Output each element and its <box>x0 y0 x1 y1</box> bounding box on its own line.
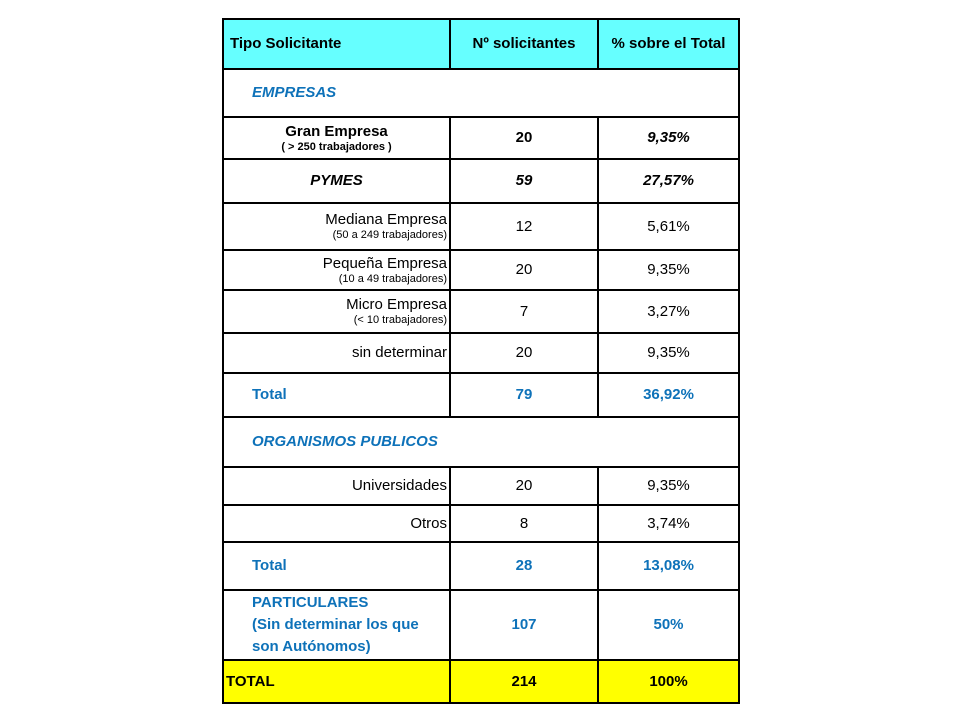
applicant-count-cell: 28 <box>450 542 598 590</box>
applicant-type-cell <box>223 203 450 250</box>
table-row <box>223 117 739 159</box>
applicant-type-cell <box>223 467 450 505</box>
applicant-type-cell <box>223 542 450 590</box>
applicant-type-cell <box>223 590 450 660</box>
applicant-type-cell <box>223 159 450 203</box>
table-row <box>223 250 739 290</box>
solicitantes-table <box>222 18 740 704</box>
applicant-count-cell: 20 <box>450 333 598 373</box>
table-body <box>223 69 739 703</box>
applicant-type-label: Total <box>252 386 287 403</box>
header-num-solicitantes: Nº solicitantes <box>450 19 598 69</box>
section-label: ORGANISMOS PUBLICOS <box>223 417 739 467</box>
applicant-type-sublabel: (< 10 trabajadores) <box>353 314 447 326</box>
applicant-pct-cell: 36,92% <box>598 373 739 417</box>
header-tipo-solicitante: Tipo Solicitante <box>223 19 450 69</box>
applicant-type-label: TOTAL <box>226 672 275 690</box>
applicant-type-sublabel: (10 a 49 trabajadores) <box>338 272 447 285</box>
applicant-pct-cell: 3,74% <box>598 505 739 542</box>
applicant-count-cell: 79 <box>450 373 598 417</box>
applicant-type-cell <box>223 373 450 417</box>
applicant-count-cell: 7 <box>450 290 598 333</box>
header-pct-sobre-total: % sobre el Total <box>598 19 739 69</box>
applicant-count-cell: 107 <box>450 590 598 660</box>
applicant-type-line: (Sin determinar los que <box>252 616 419 633</box>
applicant-type-label: PYMES <box>310 172 363 189</box>
applicant-type-cell <box>223 660 450 703</box>
applicant-type-cell <box>223 117 450 159</box>
table-row <box>223 417 739 467</box>
applicant-type-line: son Autónomos) <box>252 638 371 655</box>
applicant-type-label: sin determinar <box>351 344 447 361</box>
table-header-row <box>223 19 739 69</box>
table-row <box>223 159 739 203</box>
applicant-type-label: Universidades <box>351 477 447 494</box>
applicant-count-cell: 59 <box>450 159 598 203</box>
section-label: EMPRESAS <box>223 69 739 117</box>
applicant-pct-cell: 13,08% <box>598 542 739 590</box>
table-row <box>223 203 739 250</box>
applicant-pct-cell: 3,27% <box>598 290 739 333</box>
table-row <box>223 290 739 333</box>
table-row <box>223 467 739 505</box>
applicant-pct-cell: 9,35% <box>598 250 739 290</box>
applicant-pct-cell: 50% <box>598 590 739 660</box>
applicant-type-sublabel: (50 a 249 trabajadores) <box>332 229 447 241</box>
applicant-pct-cell: 9,35% <box>598 117 739 159</box>
applicant-type-label: Otros <box>410 514 447 532</box>
applicant-type-cell <box>223 505 450 542</box>
applicant-type-cell <box>223 333 450 373</box>
applicant-pct-cell: 9,35% <box>598 467 739 505</box>
applicant-count-cell: 214 <box>450 660 598 703</box>
applicant-pct-cell: 100% <box>598 660 739 703</box>
table-row <box>223 590 739 660</box>
table-row <box>223 505 739 542</box>
applicant-type-cell <box>223 250 450 290</box>
table-row <box>223 333 739 373</box>
table-row <box>223 373 739 417</box>
applicant-count-cell: 20 <box>450 117 598 159</box>
applicant-count-cell: 20 <box>450 467 598 505</box>
applicant-type-cell <box>223 290 450 333</box>
applicant-count-cell: 12 <box>450 203 598 250</box>
applicant-type-label: Mediana Empresa <box>325 211 447 228</box>
applicant-type-label: Total <box>252 557 287 574</box>
applicant-count-cell: 20 <box>450 250 598 290</box>
table-row <box>223 542 739 590</box>
applicant-type-label: Pequeña Empresa <box>322 254 447 272</box>
applicant-type-label: Micro Empresa <box>346 296 447 313</box>
table-row <box>223 660 739 703</box>
applicant-pct-cell: 9,35% <box>598 333 739 373</box>
applicant-type-label: Gran Empresa <box>285 122 388 140</box>
table-row <box>223 69 739 117</box>
applicant-type-sublabel: ( > 250 trabajadores ) <box>281 140 392 153</box>
applicant-count-cell: 8 <box>450 505 598 542</box>
applicant-pct-cell: 27,57% <box>598 159 739 203</box>
applicant-type-line: PARTICULARES <box>252 594 369 611</box>
applicant-pct-cell: 5,61% <box>598 203 739 250</box>
